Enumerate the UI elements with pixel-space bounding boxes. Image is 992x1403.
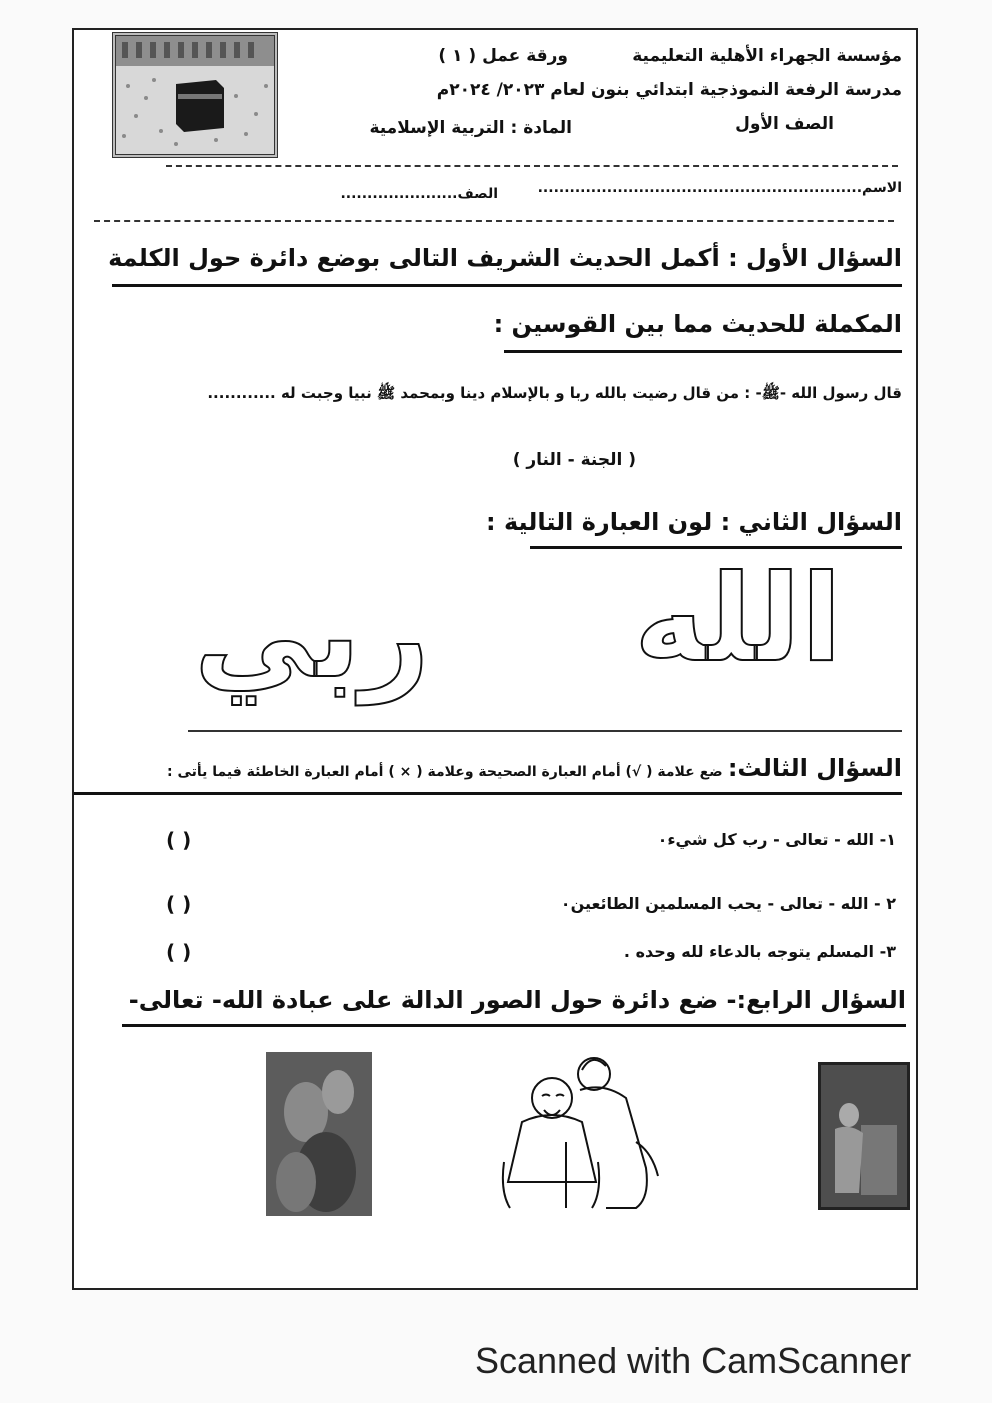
kaaba-image	[112, 32, 278, 158]
q4-title: السؤال الرابع:- ضع دائرة حول الصور الدالة على عبادة الله- تعالى-	[128, 986, 906, 1014]
q3-answer-box-2[interactable]: ( )	[166, 892, 192, 916]
q2-bottom-line	[188, 730, 902, 732]
people-photo-icon	[266, 1052, 372, 1216]
q1-underline-1	[112, 284, 902, 287]
coloring-word-rabbi[interactable]: ربي	[194, 566, 430, 705]
worksheet-page	[72, 28, 918, 1290]
school-year: مدرسة الرفعة النموذجية ابتدائي بنون لعام ٢٠٢٣/ ٢٠٢٤م	[436, 80, 902, 100]
q3-item-2: ٢ - الله - تعالى - يحب المسلمين الطائعين٠	[560, 894, 896, 913]
q3-underline	[74, 792, 902, 795]
q1-title-cont: المكملة للحديث مما بين القوسين :	[493, 310, 902, 338]
elder-care-drawing	[486, 1052, 701, 1212]
subject-label: المادة : التربية الإسلامية	[369, 118, 572, 138]
q3-item-1: ١- الله - تعالى - رب كل شيء٠	[657, 830, 896, 849]
camscanner-watermark: Scanned with CamScanner	[475, 1340, 912, 1381]
institution-name: مؤسسة الجهراء الأهلية التعليمية	[632, 46, 902, 66]
q3-title: السؤال الثالث:	[727, 754, 902, 782]
q4-underline	[122, 1024, 906, 1027]
q1-title: السؤال الأول : أكمل الحديث الشريف التالى بوضع دائرة حول الكلمة	[108, 244, 902, 272]
q3-instruction: ضع علامة ( √) أمام العبارة الصحيحة وعلامة ( × ) أمام العبارة الخاطئة فيما يأتى :	[167, 764, 723, 780]
hadith-text: قال رسول الله -ﷺ- : من قال رضيت بالله ربا و بالإسلام دينا وبمحمد ﷺ نبيا وجبت له ............	[207, 384, 902, 402]
q2-title: السؤال الثاني : لون العبارة التالية :	[486, 508, 902, 536]
header-divider-top	[166, 165, 898, 167]
grade-label: الصف الأول	[735, 114, 834, 134]
header-divider-bottom	[94, 220, 894, 222]
q3-item-3: ٣- المسلم يتوجه بالدعاء لله وحده .	[623, 942, 896, 961]
class-field[interactable]: الصف......................	[340, 186, 498, 202]
q3-answer-box-1[interactable]: ( )	[166, 828, 192, 852]
drawing-boy-helping-elder[interactable]	[486, 1052, 701, 1212]
q1-choices[interactable]: ( الجنة - النار )	[512, 450, 636, 470]
worksheet-number: ورقة عمل ( ١ )	[438, 46, 568, 66]
photo-people-dark[interactable]	[266, 1052, 372, 1216]
coloring-word-allah[interactable]: الله	[634, 550, 842, 689]
photo-prayer[interactable]	[818, 1062, 910, 1210]
kaaba-illustration	[116, 36, 274, 154]
prayer-photo-icon	[821, 1065, 907, 1207]
q1-underline-2	[504, 350, 902, 353]
name-field[interactable]: الاسم.............................................................	[537, 180, 902, 196]
q2-underline	[530, 546, 902, 549]
q3-header	[167, 754, 902, 782]
q3-answer-box-3[interactable]: ( )	[166, 940, 192, 964]
